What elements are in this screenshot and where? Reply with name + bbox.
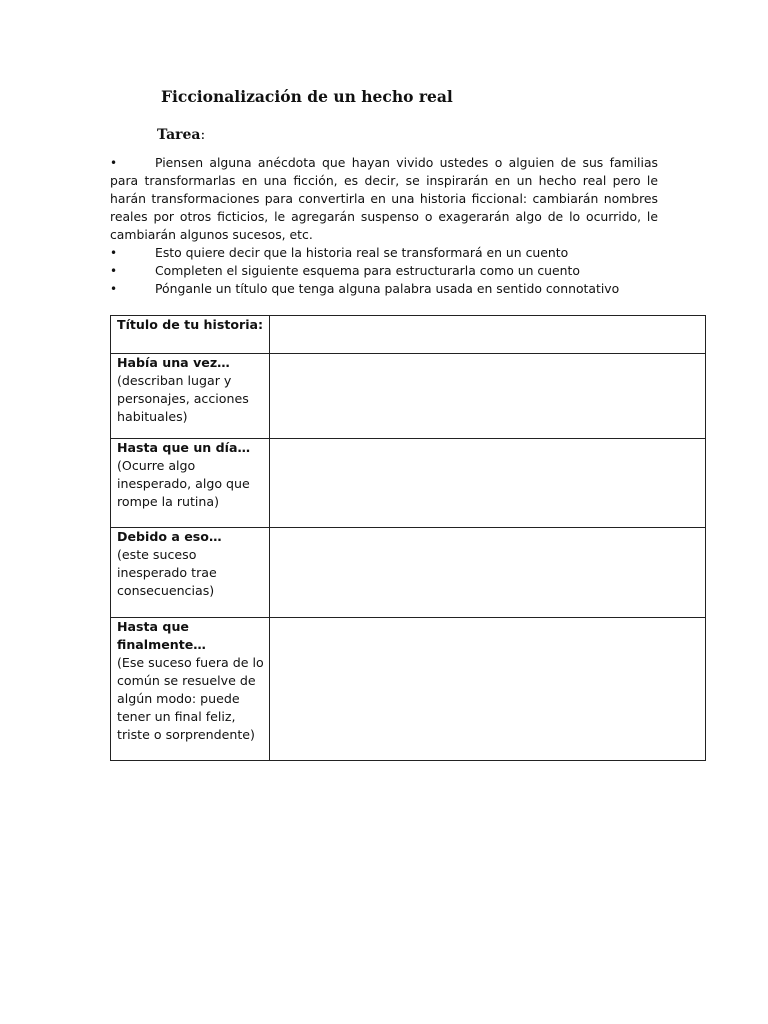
instruction-item bbox=[110, 280, 658, 298]
row-label-cell bbox=[111, 528, 270, 618]
instruction-item bbox=[110, 154, 658, 244]
bullet-icon: • bbox=[110, 282, 118, 296]
answer-cell-debido-a-eso[interactable] bbox=[270, 528, 706, 618]
instruction-item bbox=[110, 244, 658, 262]
story-scheme-table bbox=[110, 315, 706, 761]
row-label: Debido a eso… bbox=[117, 529, 222, 544]
row-label: Había una vez… bbox=[117, 355, 230, 370]
bullet-icon: • bbox=[110, 264, 118, 278]
table-row bbox=[111, 354, 706, 439]
answer-cell-hasta-que-un-dia[interactable] bbox=[270, 439, 706, 528]
row-label-cell bbox=[111, 618, 270, 761]
row-label-cell bbox=[111, 439, 270, 528]
instruction-text: Piensen alguna anécdota que hayan vivido ustedes o alguien de sus familias para transformarlas en una ficción, es decir, se inspirarán en un hecho real pero le harán transformaciones para convertirla en una historia ficcional: cambiarán nombres reales por otros ficticios, le agregarán suspenso o exagerarán algo de lo ocurrido, le cambiarán algunos sucesos, etc. bbox=[110, 155, 658, 242]
table-row bbox=[111, 618, 706, 761]
task-colon: : bbox=[200, 127, 206, 143]
row-description: (este suceso inesperado trae consecuencias) bbox=[117, 547, 217, 598]
answer-cell-habia-una-vez[interactable] bbox=[270, 354, 706, 439]
row-label: Título de tu historia: bbox=[117, 317, 264, 332]
task-heading bbox=[157, 127, 205, 143]
row-label-cell bbox=[111, 316, 270, 354]
instruction-item bbox=[110, 262, 658, 280]
answer-cell-title[interactable] bbox=[270, 316, 706, 354]
row-label-cell bbox=[111, 354, 270, 439]
bullet-icon: • bbox=[110, 246, 118, 260]
row-description: (Ese suceso fuera de lo común se resuelve de algún modo: puede tener un final feliz, triste o sorprendente) bbox=[117, 655, 264, 742]
row-label: Hasta que finalmente… bbox=[117, 619, 206, 652]
task-label: Tarea bbox=[157, 127, 201, 143]
instruction-text: Pónganle un título que tenga alguna palabra usada en sentido connotativo bbox=[155, 281, 620, 296]
table-row bbox=[111, 316, 706, 354]
table-row bbox=[111, 528, 706, 618]
row-description: (Ocurre algo inesperado, algo que rompe la rutina) bbox=[117, 458, 250, 509]
page-title: Ficcionalización de un hecho real bbox=[161, 87, 453, 106]
table-row bbox=[111, 439, 706, 528]
instruction-list bbox=[110, 154, 658, 298]
answer-cell-hasta-que-finalmente[interactable] bbox=[270, 618, 706, 761]
row-description: (describan lugar y personajes, acciones habituales) bbox=[117, 373, 249, 424]
instruction-text: Completen el siguiente esquema para estructurarla como un cuento bbox=[155, 263, 580, 278]
row-label: Hasta que un día… bbox=[117, 440, 251, 455]
instruction-text: Esto quiere decir que la historia real se transformará en un cuento bbox=[155, 245, 569, 260]
bullet-icon: • bbox=[110, 156, 118, 170]
